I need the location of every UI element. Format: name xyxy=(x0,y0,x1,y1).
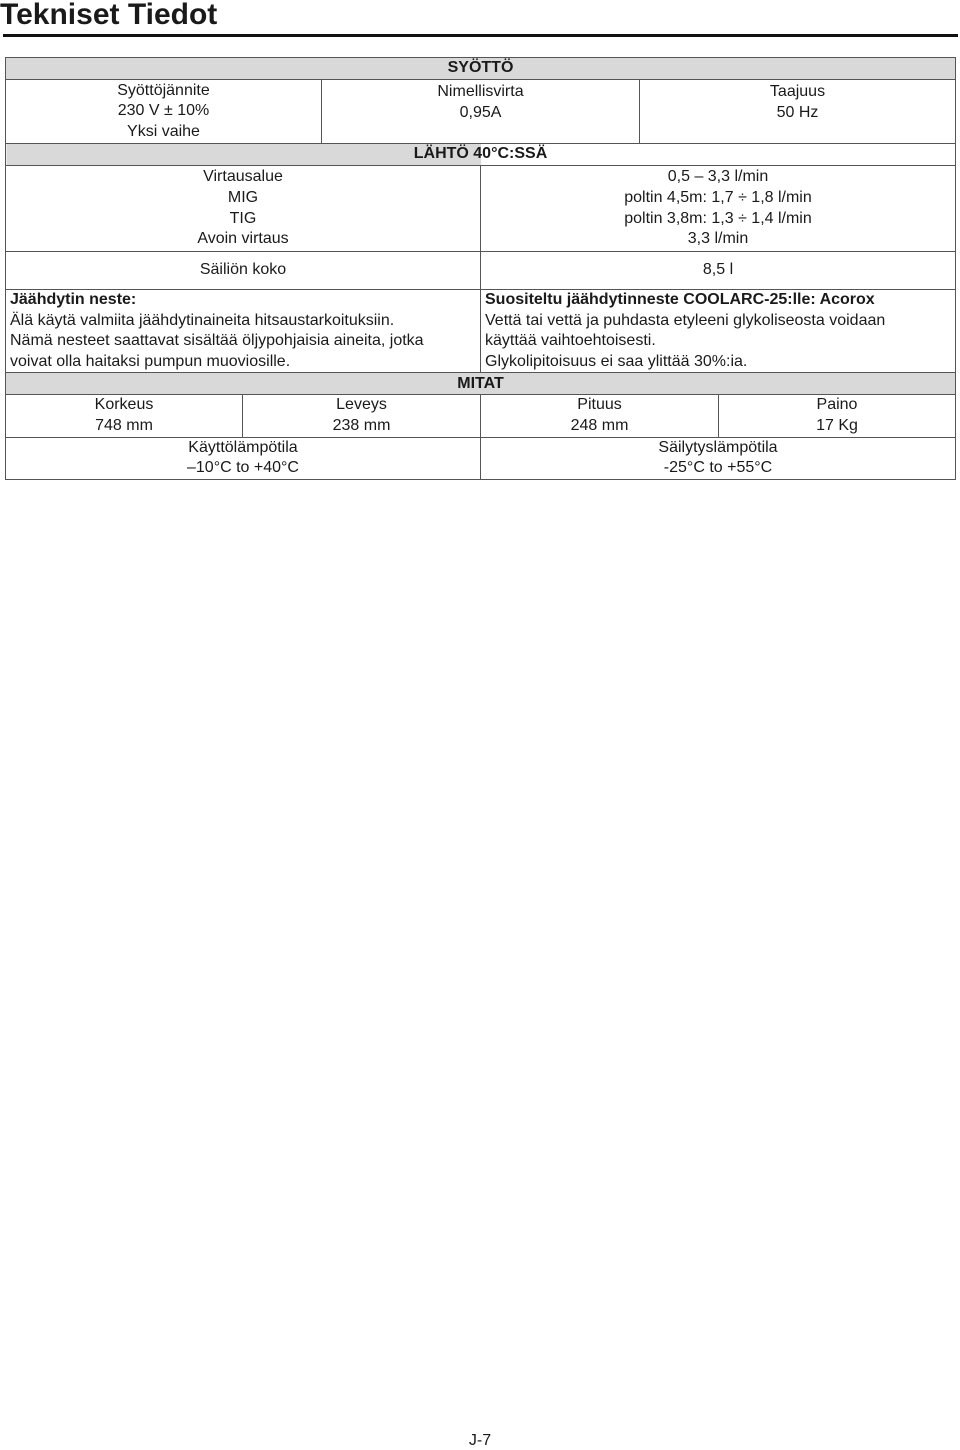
width-cell xyxy=(243,395,481,437)
spec-table xyxy=(5,57,956,480)
coolant-recommendation-line: Glykolipitoisuus ei saa ylittää 30%:ia. xyxy=(485,352,748,370)
output-labels-cell xyxy=(6,166,481,252)
tank-size-value: 8,5 l xyxy=(481,252,956,290)
title-underline xyxy=(3,34,958,37)
coolant-recommendation-line: Vettä tai vettä ja puhdasta etyleeni glykoliseosta voidaan xyxy=(485,311,886,329)
height-cell xyxy=(6,395,243,437)
length-label: Pituus xyxy=(577,396,622,414)
tig-value: poltin 3,8m: 1,3 ÷ 1,4 l/min xyxy=(624,209,812,227)
mig-label: MIG xyxy=(227,188,259,206)
coolant-warning-line: voivat olla haitaksi pumpun muoviosille. xyxy=(10,352,291,370)
width-label: Leveys xyxy=(336,396,387,414)
weight-cell xyxy=(719,395,956,437)
mig-value: poltin 4,5m: 1,7 ÷ 1,8 l/min xyxy=(624,188,812,206)
open-flow-label: Avoin virtaus xyxy=(197,230,289,248)
supply-frequency-label: Taajuus xyxy=(769,83,826,100)
tig-label: TIG xyxy=(229,209,257,227)
page-number: J-7 xyxy=(468,1432,492,1449)
supply-voltage-value: 230 V ± 10% xyxy=(117,102,210,120)
page-title: Tekniset Tiedot xyxy=(0,0,218,31)
height-label: Korkeus xyxy=(94,396,154,414)
supply-voltage-cell xyxy=(6,80,322,144)
weight-label: Paino xyxy=(816,396,858,414)
coolant-warning-heading: Jäähdytin neste: xyxy=(10,291,137,308)
section-header-dimensions: MITAT xyxy=(6,373,956,395)
length-cell xyxy=(481,395,719,437)
storage-temp-cell xyxy=(481,437,956,479)
storage-temp-label: Säilytyslämpötila xyxy=(658,438,778,456)
open-flow-value: 3,3 l/min xyxy=(687,230,749,248)
length-value: 248 mm xyxy=(570,416,629,434)
weight-value: 17 Kg xyxy=(816,416,858,434)
coolant-warning-line: Nämä nesteet saattavat sisältää öljypohjaisia aineita, jotka xyxy=(10,332,424,350)
operating-temp-label: Käyttölämpötila xyxy=(188,438,298,456)
operating-temp-cell xyxy=(6,437,481,479)
supply-frequency-cell xyxy=(640,80,956,144)
section-header-supply: SYÖTTÖ xyxy=(6,58,956,80)
tank-size-label: Säiliön koko xyxy=(6,252,481,290)
coolant-recommendation-line: käyttää vaihtoehtoisesti. xyxy=(485,332,656,350)
coolant-recommendation-cell xyxy=(481,290,956,373)
height-value: 748 mm xyxy=(95,416,153,434)
flow-range-label: Virtausalue xyxy=(203,168,283,186)
flow-range-value: 0,5 – 3,3 l/min xyxy=(667,168,769,186)
section-header-output: LÄHTÖ 40°C:SSÄ xyxy=(6,144,956,166)
supply-phase: Yksi vaihe xyxy=(127,122,200,140)
width-value: 238 mm xyxy=(332,416,391,434)
coolant-warning-line: Älä käytä valmiita jäähdytinaineita hitsaustarkoituksiin. xyxy=(10,311,395,329)
supply-current-cell xyxy=(322,80,640,144)
coolant-recommendation-heading: Suositeltu jäähdytinneste COOLARC-25:lle: Acorox xyxy=(485,291,875,308)
supply-current-label: Nimellisvirta xyxy=(437,83,524,100)
operating-temp-value: –10°C to +40°C xyxy=(187,459,299,477)
supply-current-value: 0,95A xyxy=(459,103,502,121)
output-values-cell xyxy=(481,166,956,252)
storage-temp-value: -25°C to +55°C xyxy=(663,459,773,477)
supply-frequency-value: 50 Hz xyxy=(776,103,819,121)
coolant-warning-cell xyxy=(6,290,481,373)
supply-voltage-label: Syöttöjännite xyxy=(117,81,210,99)
